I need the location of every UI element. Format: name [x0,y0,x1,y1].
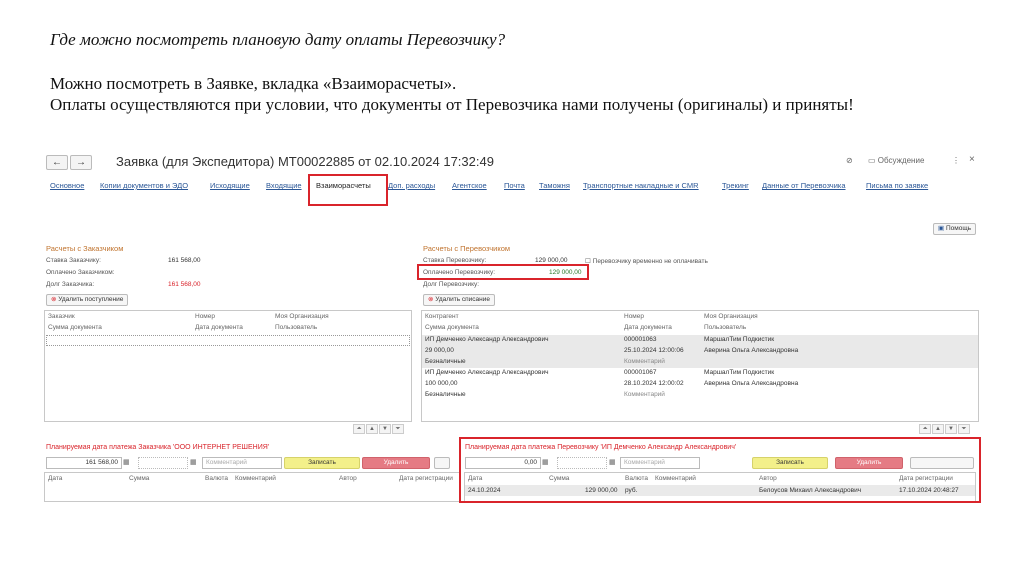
col-header: Дата регистрации [399,475,453,482]
customer-debt-value: 161 568,00 [168,281,201,288]
delete-icon: ⊗ [51,296,59,303]
table-cell[interactable]: 28.10.2024 12:00:02 [624,380,684,387]
carrier-rate-label: Ставка Перевозчику: [423,257,487,264]
col-header: Автор [339,475,357,482]
table-cell[interactable]: Аверина Ольга Александровна [704,380,799,387]
table-cell[interactable]: МаршалТим Подкистик [704,336,775,343]
col-header: Сумма [129,475,150,482]
carrier-debt-label: Долг Перевозчику: [423,281,480,288]
discussion-label: Обсуждение [877,156,925,165]
col-header: Дата документа [195,324,243,331]
col-header: Автор [759,475,777,482]
delete-receipt-label: Удалить поступление [58,296,124,303]
table-cell[interactable]: Безналичные [425,358,466,365]
tab-tracking[interactable]: Трекинг [722,181,749,190]
plan-carrier-delete-button[interactable]: Удалить [835,457,903,469]
carrier-temp-nopay-checkbox[interactable] [585,257,708,265]
plan-customer-title: Планируемая дата платежа Заказчика 'ООО ИНТЕРНЕТ РЕШЕНИЯ' [46,444,270,451]
carrier-rate-value: 129 000,00 [535,257,568,264]
tab-incoming[interactable]: Входящие [266,181,302,190]
calculator-icon[interactable]: ▦ [123,459,130,466]
col-header: Комментарий [235,475,276,482]
scroll-down-icon[interactable]: ▼ [945,424,957,434]
back-button[interactable]: ← [46,155,68,170]
tab-settlements[interactable]: Взаиморасчеты [316,181,371,190]
scroll-up-icon[interactable]: ▲ [932,424,944,434]
table-cell[interactable]: 24.10.2024 [468,487,501,494]
plan-carrier-amount-input[interactable]: 0,00 [465,457,541,469]
help-icon: ▣ [938,225,946,232]
tab-agency[interactable]: Агентское [452,181,487,190]
plan-customer-table[interactable] [44,472,460,502]
col-header: Валюта [625,475,648,482]
plan-customer-delete-button[interactable]: Удалить [362,457,430,469]
forward-button[interactable]: → [70,155,92,170]
carrier-payments-table[interactable] [421,310,979,422]
col-header: Заказчик [48,313,75,320]
col-header: Дата регистрации [899,475,953,482]
screenshot-1c-form [40,150,985,510]
carrier-temp-nopay-label: Перевозчику временно не оплачивать [592,258,708,265]
tab-doc-copies[interactable]: Копии документов и ЭДО [100,181,189,190]
tab-letters[interactable]: Письма по заявке [866,181,929,190]
calendar-icon[interactable]: ▦ [609,459,616,466]
scroll-top-icon[interactable]: ⏶ [353,424,365,434]
plan-customer-extra-button[interactable] [434,457,450,469]
carrier-paid-value: 129 000,00 [549,269,582,276]
table-scroll-controls[interactable] [918,424,970,434]
link-icon[interactable]: ⊘ [846,156,853,165]
customer-payments-table[interactable] [44,310,412,422]
close-icon[interactable]: × [969,154,975,165]
carrier-paid-label: Оплачено Перевозчику: [423,269,496,276]
col-header: Номер [195,313,216,320]
table-cell[interactable]: 129 000,00 [585,487,618,494]
customer-section-title: Расчеты с Заказчиком [46,244,124,253]
chat-icon: ▭ [868,156,878,165]
col-header: Контрагент [425,313,459,320]
tab-customs[interactable]: Таможня [539,181,570,190]
scroll-bottom-icon[interactable]: ⏷ [392,424,404,434]
scroll-down-icon[interactable]: ▼ [379,424,391,434]
help-label: Помощь [945,225,972,232]
tab-bar [40,181,985,195]
table-cell[interactable]: 17.10.2024 20:48:27 [899,487,959,494]
col-header: Валюта [205,475,228,482]
plan-carrier-comment-input[interactable]: Комментарий [620,457,700,469]
window-title: Заявка (для Экспедитора) МТ00022885 от 02.10.2024 17:32:49 [116,154,494,169]
delete-icon: ⊗ [428,296,436,303]
col-header: Дата [48,475,63,482]
col-header: Моя Организация [704,313,758,320]
delete-writeoff-button[interactable] [423,294,495,306]
col-header: Пользователь [704,324,747,331]
answer-line-1: Можно посмотреть в Заявке, вкладка «Взаиморасчеты». [50,74,457,93]
carrier-section-title: Расчеты с Перевозчиком [423,244,511,253]
question-heading: Где можно посмотреть плановую дату оплаты Перевозчику? [50,30,506,49]
table-cell[interactable]: Комментарий [624,358,665,365]
delete-receipt-button[interactable] [46,294,128,306]
scroll-bottom-icon[interactable]: ⏷ [958,424,970,434]
table-cell[interactable]: Комментарий [624,391,665,398]
tab-mail[interactable]: Почта [504,181,525,190]
table-cell[interactable]: Безналичные [425,391,466,398]
col-header: Моя Организация [275,313,329,320]
tab-carrier-data[interactable]: Данные от Перевозчика [762,181,846,190]
highlight-tab-settlements [308,174,388,206]
delete-writeoff-label: Удалить списание [435,296,490,303]
table-cell[interactable]: ИП Демченко Александр Александрович [425,336,549,343]
scroll-up-icon[interactable]: ▲ [366,424,378,434]
table-cell[interactable]: ИП Демченко Александр Александрович [425,369,549,376]
highlight-plan-carrier [459,437,981,503]
tab-extra-costs[interactable]: Доп. расходы [388,181,436,190]
col-header: Сумма документа [425,324,479,331]
discussion-button[interactable] [868,156,924,165]
table-cell[interactable]: 000001063 [624,336,657,343]
table-cell[interactable]: 100 000,00 [425,380,458,387]
table-cell[interactable]: 000001067 [624,369,657,376]
table-cell[interactable]: 25.10.2024 12:00:06 [624,347,684,354]
col-header: Комментарий [655,475,696,482]
col-header: Дата документа [624,324,672,331]
checkbox-icon[interactable]: ☐ [585,258,593,265]
col-header: Дата [468,475,483,482]
tab-outgoing[interactable]: Исходящие [210,181,250,190]
customer-paid-label: Оплачено Заказчиком: [46,269,115,276]
plan-carrier-write-button[interactable]: Записать [752,457,828,469]
table-cell[interactable]: 29 000,00 [425,347,454,354]
calendar-icon[interactable]: ▦ [190,459,197,466]
answer-line-2: Оплаты осуществляются при условии, что документы от Перевозчика нами получены (оригиналы) и приняты! [50,95,854,114]
col-header: Сумма [549,475,570,482]
plan-customer-comment-input[interactable]: Комментарий [202,457,282,469]
col-header: Сумма документа [48,324,102,331]
tab-main[interactable]: Основное [50,181,85,190]
col-header: Номер [624,313,645,320]
table-row[interactable] [46,335,410,346]
table-cell[interactable]: руб. [625,487,638,494]
highlight-carrier-paid [417,264,589,280]
table-cell[interactable]: МаршалТим Подкистик [704,369,775,376]
plan-customer-amount-input[interactable]: 161 568,00 [46,457,122,469]
col-header: Пользователь [275,324,318,331]
plan-carrier-title: Планируемая дата платежа Перевозчику 'ИП Демченко Александр Александрович' [465,444,737,451]
table-cell[interactable]: Аверина Ольга Александровна [704,347,799,354]
tab-waybills[interactable]: Транспортные накладные и CMR [583,181,699,190]
calculator-icon[interactable]: ▦ [542,459,549,466]
menu-icon[interactable]: ⋮ [952,156,960,165]
plan-customer-write-button[interactable]: Записать [284,457,360,469]
scroll-top-icon[interactable]: ⏶ [919,424,931,434]
help-button[interactable] [933,223,976,235]
table-scroll-controls[interactable] [352,424,404,434]
plan-customer-date-input[interactable] [138,457,188,469]
customer-debt-label: Долг Заказчика: [46,281,95,288]
customer-rate-label: Ставка Заказчику: [46,257,101,264]
customer-rate-value: 161 568,00 [168,257,201,264]
table-cell[interactable]: Белоусов Михаил Александрович [759,487,862,494]
